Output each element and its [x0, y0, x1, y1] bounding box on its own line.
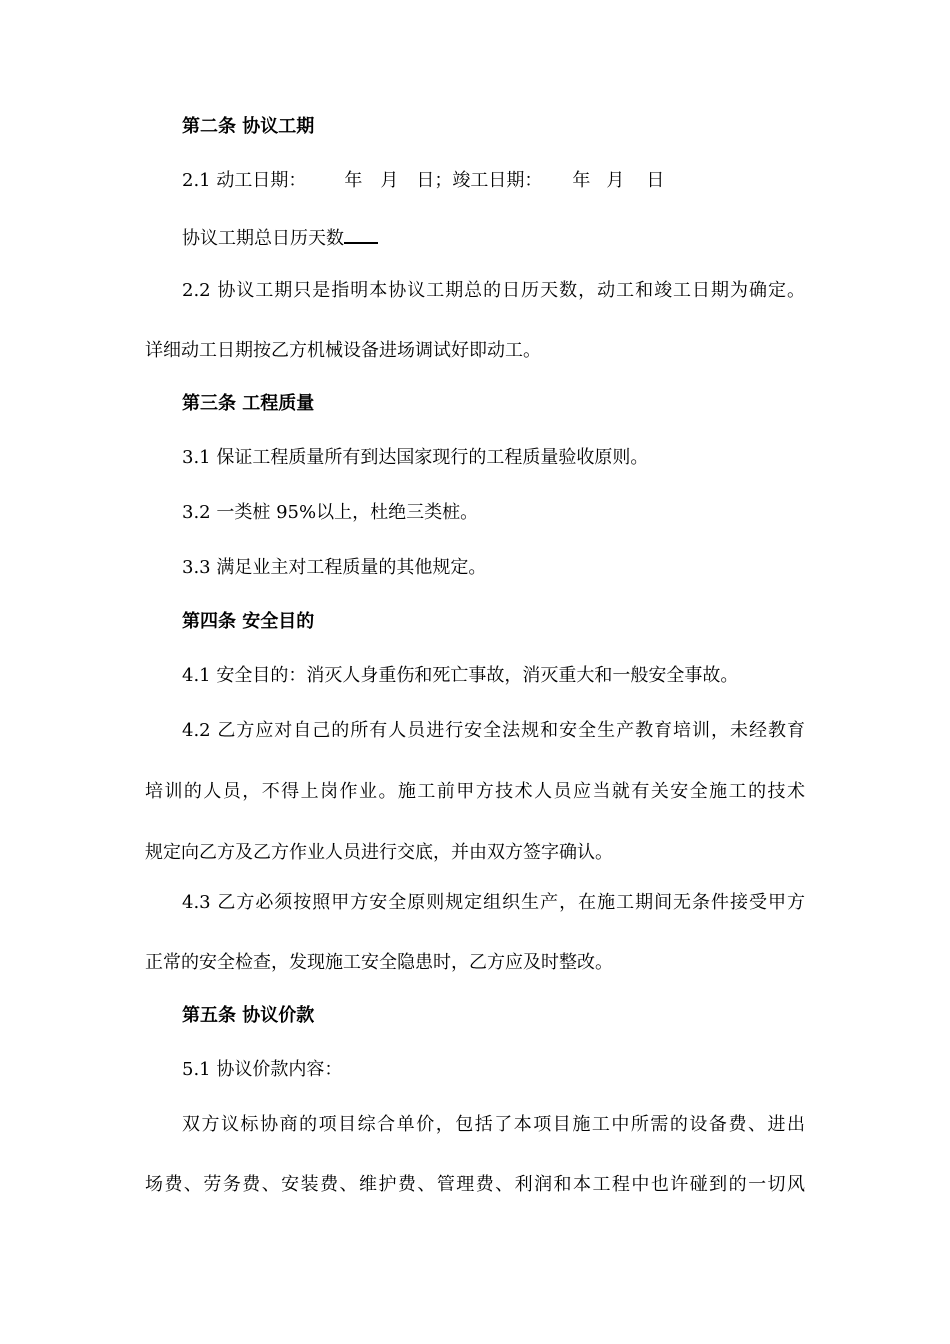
paragraph-4-3-line-2: 正常的安全检查，发现施工安全隐患时，乙方应及时整改。 [145, 952, 613, 973]
section-3-heading: 第三条 工程质量 [182, 393, 315, 414]
paragraph-4-2-line-1: 4.2 乙方应对自己的所有人员进行安全法规和安全生产教育培训，未经教育 [182, 720, 805, 741]
start-date-label: 2.1 动工日期： [182, 170, 307, 191]
total-days-label: 协议工期总日历天数 [182, 228, 344, 249]
total-days-line [0, 224, 950, 251]
total-days-blank [344, 224, 378, 244]
section-4-heading: 第四条 安全目的 [182, 611, 315, 632]
start-month-label: 月 [380, 170, 399, 191]
paragraph-5-2-line-1: 双方议标协商的项目综合单价，包括了本项目施工中所需的设备费、进出 [182, 1114, 805, 1135]
paragraph-5-2-line-2: 场费、劳务费、安装费、维护费、管理费、利润和本工程中也许碰到的一切风 [145, 1174, 805, 1195]
end-month-label: 月 [606, 170, 625, 191]
paragraph-3-1: 3.1 保证工程质量所有到达国家现行的工程质量验收原则。 [182, 447, 649, 468]
start-year-label: 年 [344, 170, 363, 191]
paragraph-5-1: 5.1 协议价款内容： [182, 1059, 343, 1080]
paragraph-4-1: 4.1 安全目的：消灭人身重伤和死亡事故，消灭重大和一般安全事故。 [182, 665, 739, 686]
paragraph-2-2-line-2: 详细动工日期按乙方机械设备进场调试好即动工。 [145, 340, 541, 361]
paragraph-4-2-line-3: 规定向乙方及乙方作业人员进行交底，并由双方签字确认。 [145, 842, 613, 863]
end-day-label: 日 [646, 170, 665, 191]
paragraph-4-3-line-1: 4.3 乙方必须按照甲方安全原则规定组织生产，在施工期间无条件接受甲方 [182, 892, 805, 913]
end-year-label: 年 [572, 170, 591, 191]
paragraph-3-3: 3.3 满足业主对工程质量的其他规定。 [182, 557, 487, 578]
paragraph-4-2-line-2: 培训的人员，不得上岗作业。施工前甲方技术人员应当就有关安全施工的技术 [145, 781, 805, 802]
section-5-heading: 第五条 协议价款 [182, 1005, 315, 1026]
end-date-label: 日；竣工日期： [416, 170, 543, 191]
paragraph-3-2: 3.2 一类桩 95%以上，杜绝三类桩。 [182, 502, 479, 523]
start-end-date-line [0, 169, 950, 193]
section-2-heading: 第二条 协议工期 [182, 116, 315, 137]
paragraph-2-2-line-1: 2.2 协议工期只是指明本协议工期总的日历天数，动工和竣工日期为确定。 [182, 280, 805, 301]
